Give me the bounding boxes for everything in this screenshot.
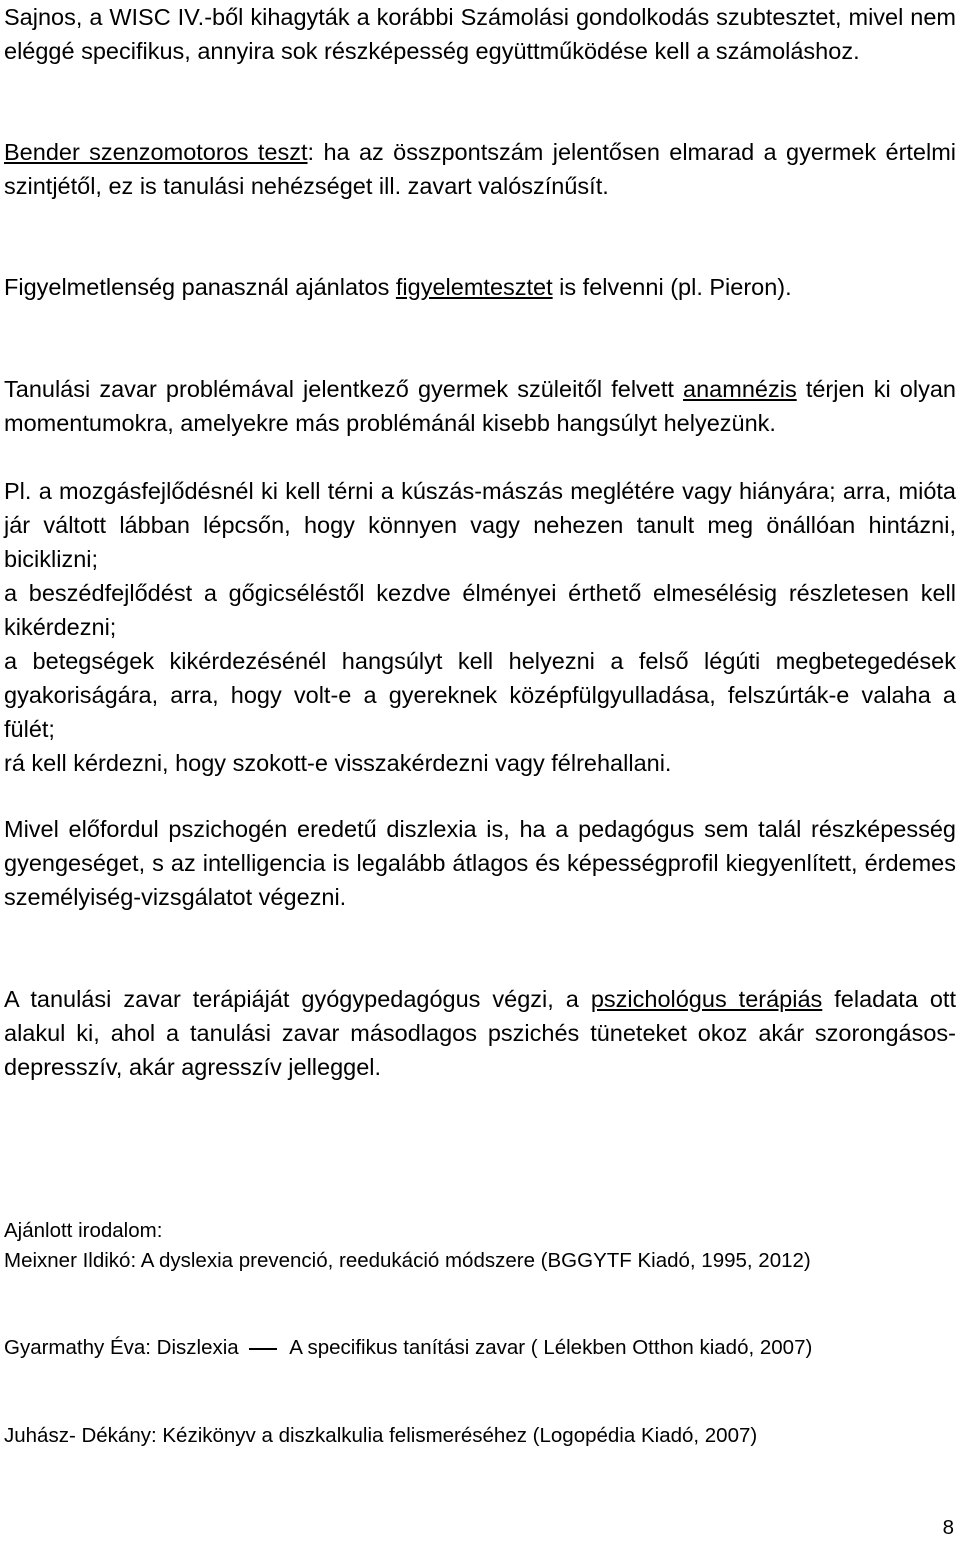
paragraph-wisc-text: Sajnos, a WISC IV.-ből kihagyták a korábbi Számolási gondolkodás szubtesztet, mivel nem eléggé specifikus, annyira sok részképesség együttműködése kell a számoláshoz. (4, 4, 956, 64)
attention-test-link[interactable]: figyelemtesztet (395, 274, 553, 300)
paragraph-psychogenic (4, 812, 956, 914)
paragraph-motor-development: Pl. a mozgásfejlődésnél ki kell térni a kúszás-mászás meglétére vagy hiányára; arra, mióta jár váltott lábban lépcsőn, hogy könnyen vagy nehezen tanult meg önállóan hintázni, biciklizni; (4, 478, 956, 572)
dash-separator (249, 1348, 277, 1350)
reference-gyarmathy-title: A specifikus tanítási zavar ( Lélekben Otthon kiadó, 2007) (284, 1336, 813, 1359)
anamnesis-details (4, 474, 956, 780)
paragraph-anamnesis-text-2: térjen ki olyan momentumokra, amelyekre más problémánál kisebb hangsúlyt helyezünk. (4, 376, 956, 436)
paragraph-wisc (4, 0, 956, 68)
paragraph-attention-text-2: is felvenni (pl. Pieron). (552, 274, 792, 300)
paragraph-bender-text: : ha az összpontszám jelentősen elmarad a gyermek értelmi szintjétől, ez is tanulási nehézséget ill. zavart valószínűsít. (4, 139, 957, 199)
paragraph-anamnesis (4, 372, 956, 440)
reference-juhasz: Juhász- Dékány: Kézikönyv a diszkalkulia felismeréséhez (Logopédia Kiadó, 2007) (4, 1424, 758, 1447)
paragraph-attention (4, 270, 956, 304)
paragraph-anamnesis-text-1: Tanulási zavar problémával jelentkező gyermek szüleitől felvett (4, 376, 684, 402)
bender-test-link[interactable]: Bender szenzomotoros teszt (4, 139, 308, 165)
reference-meixner: Meixner Ildikó: A dyslexia prevenció, reedukáció módszere (BGGYTF Kiadó, 1995, 2012) (4, 1249, 811, 1272)
paragraph-hearing: rá kell kérdezni, hogy szokott-e visszakérdezni vagy félrehallani. (4, 750, 672, 776)
paragraph-speech-development: a beszédfejlődést a gőgicséléstől kezdve élményei érthető elmesélésig részletesen kell kikérdezni; (4, 580, 956, 640)
references-heading: Ajánlott irodalom: (4, 1219, 163, 1242)
paragraph-psychogenic-text: Mivel előfordul pszichogén eredetű diszlexia is, ha a pedagógus sem talál részképesség gyengeséget, s az intelligencia is legalább átlagos és képességprofil kiegyenlített, érdemes személyiség-vizsgálatot végezni. (4, 816, 956, 910)
paragraph-bender (4, 135, 956, 203)
psychologist-therapy-link[interactable]: pszichológus terápiás (590, 986, 823, 1012)
page-number: 8 (942, 1516, 954, 1539)
reference-gyarmathy-author: Gyarmathy Éva: Diszlexia (4, 1336, 239, 1359)
paragraph-therapy-text-1: A tanulási zavar terápiáját gyógypedagógus végzi, a (4, 986, 591, 1012)
reference-gyarmathy (4, 1332, 956, 1364)
paragraph-therapy-text-2: feladata ott alakul ki, ahol a tanulási zavar másodlagos pszichés tüneteket okoz akár szorongásos-depresszív, akár agresszív jelleggel. (4, 986, 956, 1080)
paragraph-therapy (4, 982, 956, 1084)
anamnesis-link[interactable]: anamnézis (683, 376, 797, 402)
paragraph-illnesses: a betegségek kikérdezésénél hangsúlyt kell helyezni a felső légúti megbetegedések gyakoriságára, arra, hogy volt-e a gyereknek középfülgyulladása, felszúrták-e valaha a fülét; (4, 648, 956, 742)
paragraph-attention-text-1: Figyelmetlenség panasznál ajánlatos (4, 274, 396, 300)
